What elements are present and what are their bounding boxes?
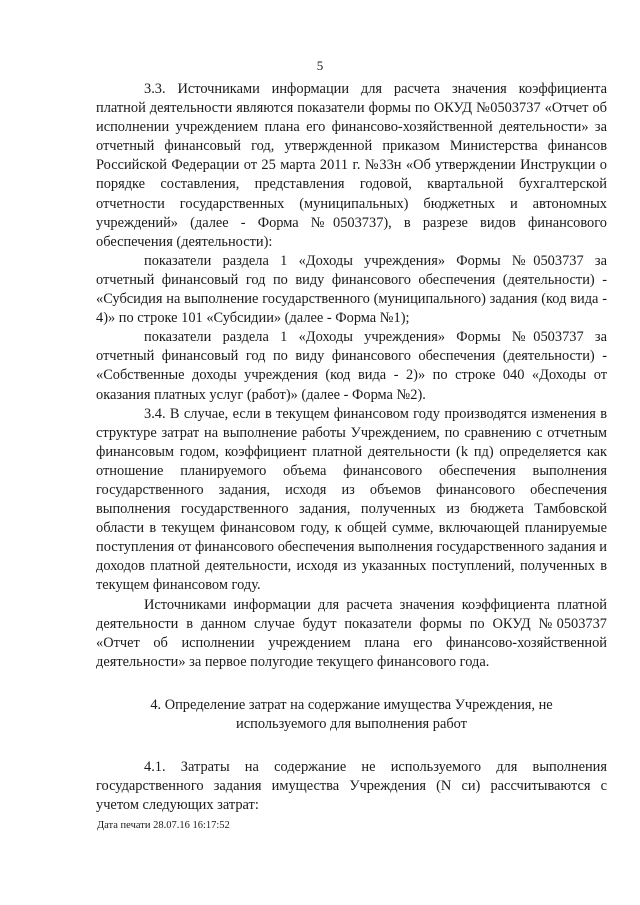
page-number: 5 — [316, 58, 324, 73]
section-heading-line1: 4. Определение затрат на содержание имущества Учреждения, не — [150, 696, 553, 713]
print-date: Дата печати 28.07.16 16:17:52 — [97, 820, 230, 831]
document-body — [96, 80, 607, 815]
paragraph-info-sources: Источниками информации для расчета значения коэффициента платной деятельности в данном случае будут показатели формы по ОКУД №0503737 «Отчет об исполнении учреждением плана его финансово-хозяйственной деятельности» за первое полугодие текущего финансового года. — [96, 596, 607, 670]
paragraph-4-1: 4.1. Затраты на содержание не используемого для выполнения государственного задания имущества Учреждения (N си) рассчитываются с учетом следующих затрат: — [96, 759, 607, 814]
paragraph-3-3: 3.3. Источниками информации для расчета значения коэффициента платной деятельности являются показатели формы по ОКУД №0503737 «Отчет об исполнении учреждением плана его финансово-хозяйственной деятельности» за отчетный финансовый год, утвержденной приказом Министерства финансов Российской Федерации от 25 марта 2011 г. №33н «Об утверждении Инструкции о порядке составления, представления годовой, квартальной бухгалтерской отчетности государственных (муниципальных) бюджетных и автономных учреждений» (далее - Форма №0503737), в разрезе видов финансового обеспечения (деятельности): — [96, 81, 607, 250]
paragraph-indicators-form1: показатели раздела 1 «Доходы учреждения» Формы №0503737 за отчетный финансовый год по виду финансового обеспечения (деятельности) - «Субсидия на выполнение государственного (муниципального) задания (код вида - 4)» по строке 101 «Субсидии» (далее - Форма №1); — [96, 252, 607, 327]
section-heading-line2: используемого для выполнения работ — [236, 716, 467, 732]
paragraph-indicators-form2: показатели раздела 1 «Доходы учреждения» Формы №0503737 за отчетный финансовый год по виду финансового обеспечения (деятельности) - «Собственные доходы учреждения (код вида - 2)» по строке 040 «Доходы от оказания платных услуг (работ)» (далее - Форма №2). — [96, 329, 607, 403]
paragraph-3-4: 3.4. В случае, если в текущем финансовом году производятся изменения в структуре затрат на выполнение работы Учреждением, по сравнению с отчетным финансовым годом, коэффициент платной деятельности (k пд) определяется как отношение планируемого объема финансового обеспечения выполнения государственного задания, исходя из объемов финансового обеспечения выполнения государственного задания, полученных из бюджета Тамбовской области в текущем финансовом году, к общей сумме, включающей планируемые поступления от финансового обеспечения выполнения государственного задания и доходов платной деятельности, исходя из указанных поступлений, полученных в текущем финансовом году. — [96, 405, 607, 594]
